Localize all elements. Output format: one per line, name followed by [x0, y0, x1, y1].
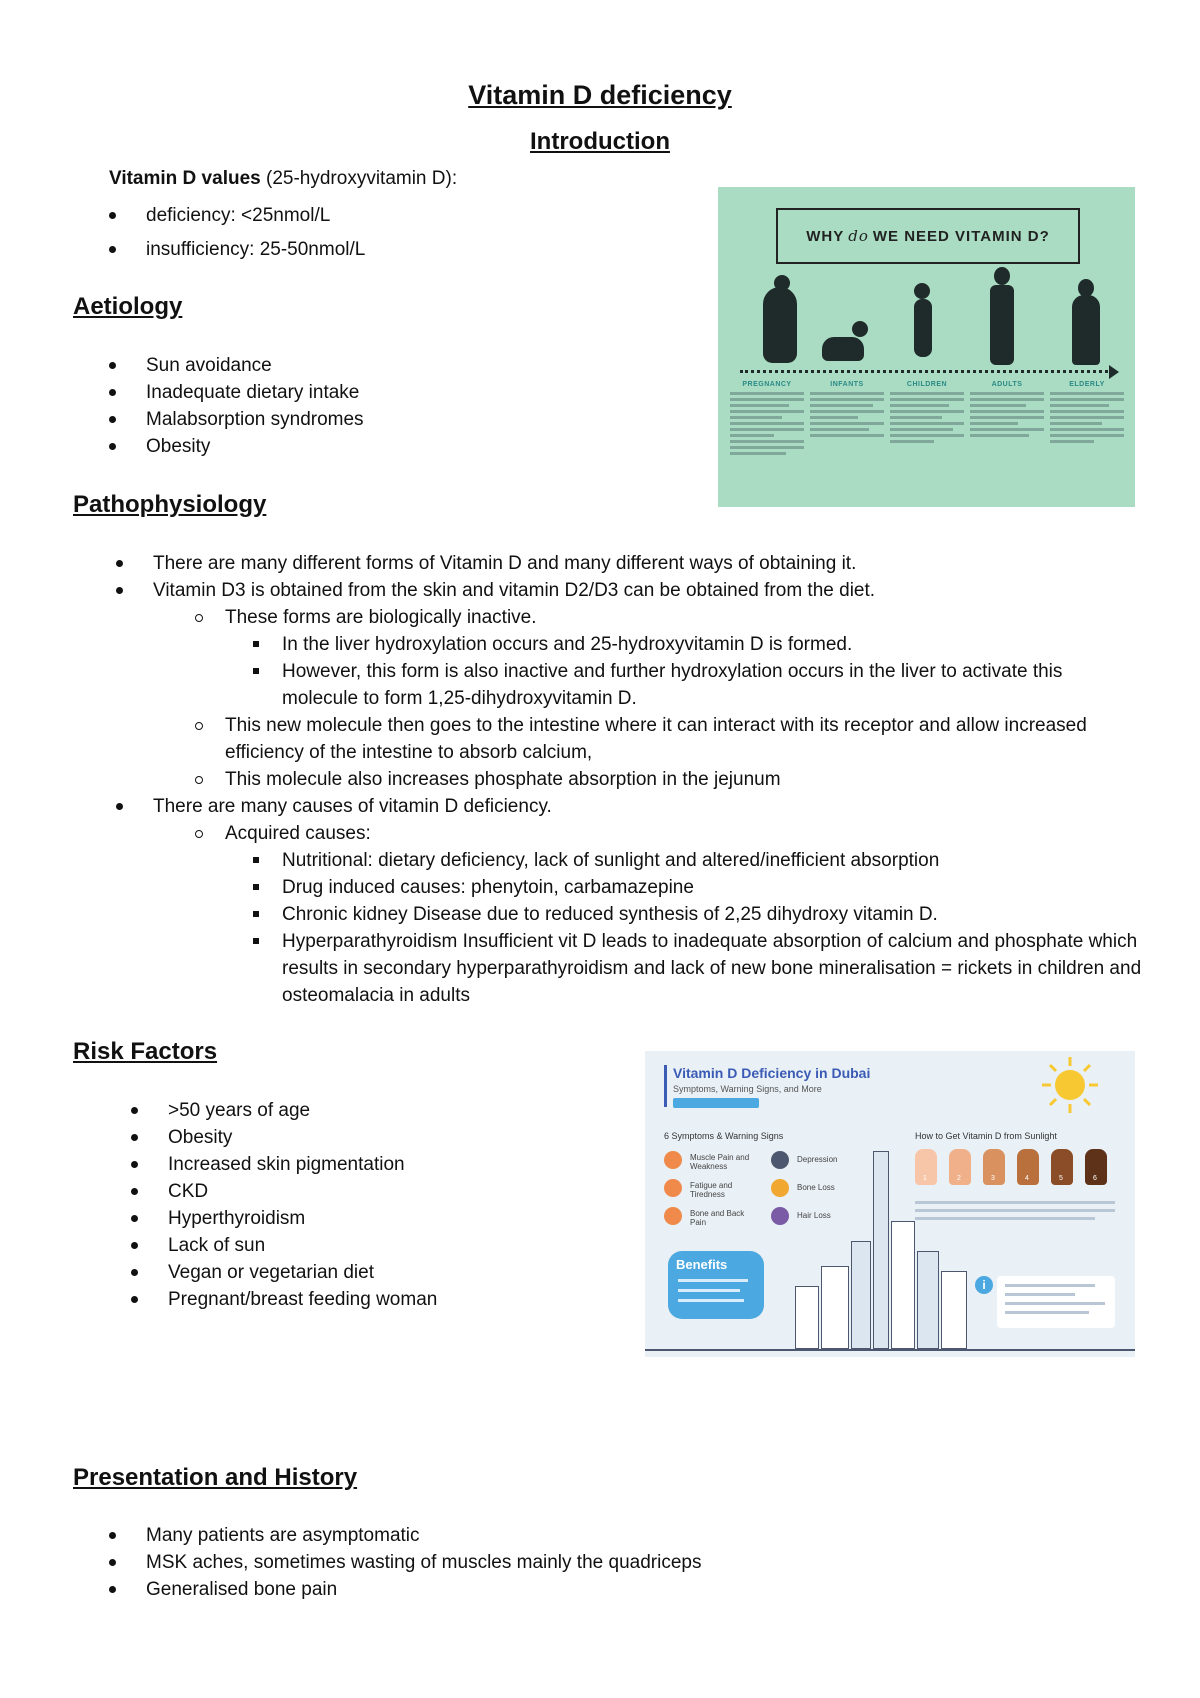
list-item: [282, 874, 1143, 901]
bullet-icon: [109, 1532, 116, 1539]
list-item: [146, 236, 365, 263]
bullet-icon: [109, 1559, 116, 1566]
square-bullet-icon: [253, 641, 259, 647]
bullet-icon: [131, 1107, 138, 1114]
list-item-text: Malabsorption syndromes: [146, 409, 364, 430]
elderly-icon: [1072, 295, 1100, 365]
child-icon: [914, 299, 932, 357]
bullet-icon: [109, 1586, 116, 1593]
introduction-heading: Introduction: [530, 128, 670, 155]
bullet-icon: [131, 1215, 138, 1222]
fatigue-icon: [664, 1179, 682, 1197]
list-item: [146, 202, 365, 229]
list-item: [168, 1124, 437, 1151]
column-heading: CHILDREN: [906, 381, 948, 388]
symptom-label: Bone and Back Pain: [690, 1209, 745, 1227]
list-item-text: Hyperparathyroidism Insufficient vit D leads to inadequate absorption of calcium and phosphate which results in secondary hyperparathyroidism and lack of new bone mineralisation = rickets in children and osteomalacia in adults: [282, 931, 1142, 1006]
benefits-heading: Benefits: [676, 1257, 728, 1272]
timeline-dotted-line: [740, 370, 1113, 373]
square-bullet-icon: [253, 857, 259, 863]
bone-pain-icon: [664, 1207, 682, 1225]
infographic-heading-box: [776, 208, 1080, 264]
vitamin-d-values-line: [109, 168, 457, 190]
skin-type-hand-icon: 1: [915, 1149, 937, 1185]
circle-bullet-icon: [195, 776, 203, 784]
bullet-icon: [116, 803, 123, 810]
bullet-icon: [109, 246, 116, 253]
bullet-icon: [131, 1134, 138, 1141]
skin-type-hand-icon: 5: [1051, 1149, 1073, 1185]
list-item-text: insufficiency: 25-50nmol/L: [146, 239, 366, 260]
column-heading: ADULTS: [991, 381, 1023, 388]
info-icon: i: [975, 1276, 993, 1294]
text-placeholder-line: [915, 1201, 1115, 1204]
infographic-column: [970, 381, 1044, 440]
list-item-text: Generalised bone pain: [146, 1579, 338, 1600]
column-heading: INFANTS: [830, 381, 864, 388]
ground-line: [645, 1349, 1135, 1351]
list-item-text: CKD: [168, 1181, 209, 1202]
infographic-heading-part: WHY: [806, 227, 845, 245]
presentation-list: [146, 1522, 701, 1603]
list-item: [153, 577, 1143, 604]
list-item-text: Obesity: [168, 1127, 233, 1148]
list-item-text: This molecule also increases phosphate absorption in the jejunum: [225, 769, 781, 790]
presentation-heading: Presentation and History: [73, 1464, 358, 1491]
vitamin-d-values-label: Vitamin D values: [109, 168, 261, 189]
list-item: [282, 847, 1143, 874]
depression-icon: [771, 1151, 789, 1169]
list-item-text: In the liver hydroxylation occurs and 25-hydroxyvitamin D is formed.: [282, 634, 853, 655]
list-item-text: Acquired causes:: [225, 823, 371, 844]
list-item: [168, 1259, 437, 1286]
list-item: [168, 1178, 437, 1205]
bullet-icon: [131, 1296, 138, 1303]
list-item: [225, 766, 1143, 793]
pregnant-woman-head-icon: [774, 275, 790, 291]
list-item: [225, 820, 1143, 847]
list-item: [225, 712, 1143, 766]
skin-type-hand-icon: 6: [1085, 1149, 1107, 1185]
elderly-head-icon: [1078, 279, 1094, 297]
list-item-text: Drug induced causes: phenytoin, carbamazepine: [282, 877, 694, 898]
list-item-text: There are many causes of vitamin D deficiency.: [153, 796, 552, 817]
list-item: [282, 901, 1143, 928]
bullet-icon: [109, 389, 116, 396]
skin-type-hand-icon: 3: [983, 1149, 1005, 1185]
timeline-arrow-icon: [1109, 365, 1119, 379]
building-icon: [851, 1241, 871, 1349]
list-item-text: This new molecule then goes to the intestine where it can interact with its receptor and allow increased efficiency of the intestine to absorb calcium,: [225, 715, 1087, 763]
muscle-pain-icon: [664, 1151, 682, 1169]
pregnant-woman-icon: [763, 287, 797, 363]
benefits-box: [668, 1251, 764, 1319]
list-item-text: Vitamin D3 is obtained from the skin and vitamin D2/D3 can be obtained from the diet.: [153, 580, 876, 601]
square-bullet-icon: [253, 668, 259, 674]
square-bullet-icon: [253, 938, 259, 944]
symptom-label: Depression: [797, 1155, 838, 1164]
list-item: [282, 928, 1143, 1009]
text-placeholder-line: [915, 1209, 1115, 1212]
list-item-text: Nutritional: dietary deficiency, lack of sunlight and altered/inefficient absorption: [282, 850, 940, 871]
list-item-text: Pregnant/breast feeding woman: [168, 1289, 438, 1310]
list-item: [168, 1205, 437, 1232]
circle-bullet-icon: [195, 830, 203, 838]
list-item-text: Chronic kidney Disease due to reduced synthesis of 2,25 dihydroxy vitamin D.: [282, 904, 938, 925]
list-item: [225, 604, 1143, 631]
circle-bullet-icon: [195, 722, 203, 730]
skin-type-hand-icon: 2: [949, 1149, 971, 1185]
list-item-text: Vegan or vegetarian diet: [168, 1262, 374, 1283]
list-item-text: These forms are biologically inactive.: [225, 607, 537, 628]
list-item: [168, 1097, 437, 1124]
bullet-icon: [109, 362, 116, 369]
square-bullet-icon: [253, 911, 259, 917]
title-accent-bar: [664, 1065, 667, 1107]
list-item-text: There are many different forms of Vitamin D and many different ways of obtaining it.: [153, 553, 857, 574]
list-item: [146, 1576, 701, 1603]
bullet-icon: [131, 1242, 138, 1249]
list-item: [168, 1151, 437, 1178]
list-item-text: However, this form is also inactive and further hydroxylation occurs in the liver to activate this molecule to form 1,25-dihydroxyvitamin D.: [282, 661, 1063, 709]
introduction-list: [146, 202, 365, 263]
symptom-label: Fatigue and Tiredness: [690, 1181, 733, 1199]
text-placeholder-line: [915, 1217, 1095, 1220]
list-item-text: Increased skin pigmentation: [168, 1154, 405, 1175]
bullet-icon: [116, 587, 123, 594]
infographic-subtitle: Symptoms, Warning Signs, and More: [673, 1084, 822, 1094]
bullet-icon: [131, 1161, 138, 1168]
circle-bullet-icon: [195, 614, 203, 622]
vitamin-d-dubai-infographic: [645, 1051, 1135, 1357]
list-item-text: Lack of sun: [168, 1235, 266, 1256]
skin-type-hand-icon: 4: [1017, 1149, 1039, 1185]
sun-icon: [1040, 1055, 1100, 1115]
why-vitamin-d-infographic: [718, 187, 1135, 507]
building-icon: [795, 1286, 819, 1349]
contact-info-box: [997, 1276, 1115, 1328]
building-icon: [941, 1271, 967, 1349]
list-item-text: Obesity: [146, 436, 211, 457]
sunlight-heading: How to Get Vitamin D from Sunlight: [915, 1131, 1057, 1141]
infographic-column: [890, 381, 964, 446]
list-item-text: deficiency: <25nmol/L: [146, 205, 331, 226]
list-item: [153, 793, 1143, 820]
symptom-label: Muscle Pain and Weakness: [690, 1153, 750, 1171]
list-item: [282, 658, 1143, 712]
infographic-heading-italic: do: [848, 227, 869, 245]
infographic-title: Vitamin D Deficiency in Dubai: [673, 1065, 871, 1081]
list-item-text: MSK aches, sometimes wasting of muscles mainly the quadriceps: [146, 1552, 702, 1573]
document-title: Vitamin D deficiency: [468, 80, 732, 110]
list-item: [146, 406, 364, 433]
list-item-text: Inadequate dietary intake: [146, 382, 360, 403]
bullet-icon: [131, 1188, 138, 1195]
aetiology-list: [146, 352, 364, 460]
bullet-icon: [116, 560, 123, 567]
symptom-label: Bone Loss: [797, 1183, 835, 1192]
list-item: [168, 1286, 437, 1313]
adult-icon: [990, 285, 1014, 365]
list-item: [146, 433, 364, 460]
list-item: [153, 550, 1143, 577]
symptoms-heading: 6 Symptoms & Warning Signs: [664, 1131, 784, 1141]
list-item-text: >50 years of age: [168, 1100, 311, 1121]
list-item: [146, 352, 364, 379]
infographic-column: [730, 381, 804, 458]
burj-khalifa-icon: [873, 1151, 889, 1349]
list-item-text: Sun avoidance: [146, 355, 272, 376]
infant-head-icon: [852, 321, 868, 337]
hair-loss-icon: [771, 1207, 789, 1225]
infographic-heading-part: WE NEED VITAMIN D?: [872, 227, 1050, 245]
building-icon: [891, 1221, 915, 1349]
symptom-label: Hair Loss: [797, 1211, 831, 1220]
list-item: [146, 1522, 701, 1549]
list-item-text: Hyperthyroidism: [168, 1208, 306, 1229]
child-head-icon: [914, 283, 930, 299]
square-bullet-icon: [253, 884, 259, 890]
vitamin-d-values-suffix: (25-hydroxyvitamin D):: [260, 168, 458, 189]
risk-factors-list: [168, 1097, 437, 1313]
url-pill: [673, 1098, 759, 1108]
bullet-icon: [131, 1269, 138, 1276]
list-item: [146, 1549, 701, 1576]
bone-loss-icon: [771, 1179, 789, 1197]
column-heading: ELDERLY: [1069, 381, 1105, 388]
bullet-icon: [109, 212, 116, 219]
infographic-column: [1050, 381, 1124, 446]
infant-icon: [822, 337, 864, 361]
list-item: [146, 379, 364, 406]
bullet-icon: [109, 443, 116, 450]
infographic-column: [810, 381, 884, 440]
list-item: [168, 1232, 437, 1259]
aetiology-heading: Aetiology: [73, 293, 183, 320]
adult-head-icon: [994, 267, 1010, 285]
pathophysiology-heading: Pathophysiology: [73, 491, 267, 518]
building-icon: [917, 1251, 939, 1349]
pathophysiology-list: [153, 550, 1143, 1009]
column-heading: PREGNANCY: [742, 381, 792, 388]
building-icon: [821, 1266, 849, 1349]
list-item: [282, 631, 1143, 658]
list-item-text: Many patients are asymptomatic: [146, 1525, 420, 1546]
risk-factors-heading: Risk Factors: [73, 1038, 218, 1065]
bullet-icon: [109, 416, 116, 423]
